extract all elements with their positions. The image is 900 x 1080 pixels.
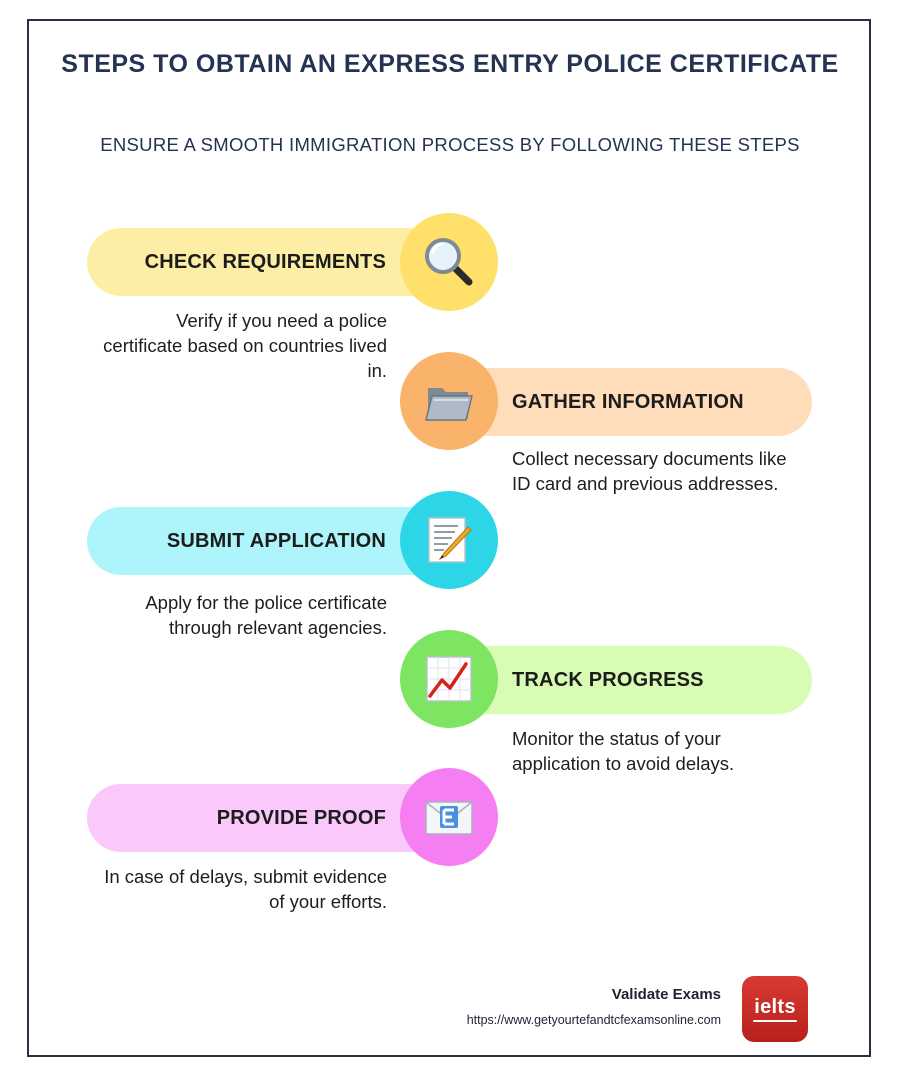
step-2-title: GATHER INFORMATION [512,390,744,413]
step-5-circle [400,768,498,866]
step-1-circle [400,213,498,311]
step-3-title: SUBMIT APPLICATION [166,529,386,552]
page-title: STEPS TO OBTAIN AN EXPRESS ENTRY POLICE CERTIFICATE [61,50,839,78]
footer-brand: Validate Exams [611,986,721,1003]
step-2-description: Collect necessary documents like ID card and previous addresses. [512,448,787,494]
page-subtitle: ENSURE A SMOOTH IMMIGRATION PROCESS BY FOLLOWING THESE STEPS [100,134,800,155]
logo-underline [753,1020,797,1022]
step-4-description: Monitor the status of your application to avoid delays. [512,728,735,774]
step-1-description: Verify if you need a police certificate based on countries lived in. [103,310,387,381]
folder-icon [422,374,476,428]
memo-pencil-icon [422,513,476,567]
step-4-title: TRACK PROGRESS [512,668,704,691]
step-4-circle [400,630,498,728]
footer-url[interactable]: https://www.getyourtefandtcfexamsonline.com [466,1013,721,1027]
step-3-circle [400,491,498,589]
chart-increasing-icon [422,652,476,706]
email-envelope-icon [422,790,476,844]
magnifying-glass-icon [422,235,476,289]
logo-text: ielts [754,995,796,1018]
ielts-logo [742,976,808,1042]
step-1-title: CHECK REQUIREMENTS [144,250,386,273]
step-2-circle [400,352,498,450]
step-3-description: Apply for the police certificate through relevant agencies. [145,592,387,638]
step-5-description: In case of delays, submit evidence of your efforts. [104,866,387,912]
step-5-title: PROVIDE PROOF [216,806,386,829]
